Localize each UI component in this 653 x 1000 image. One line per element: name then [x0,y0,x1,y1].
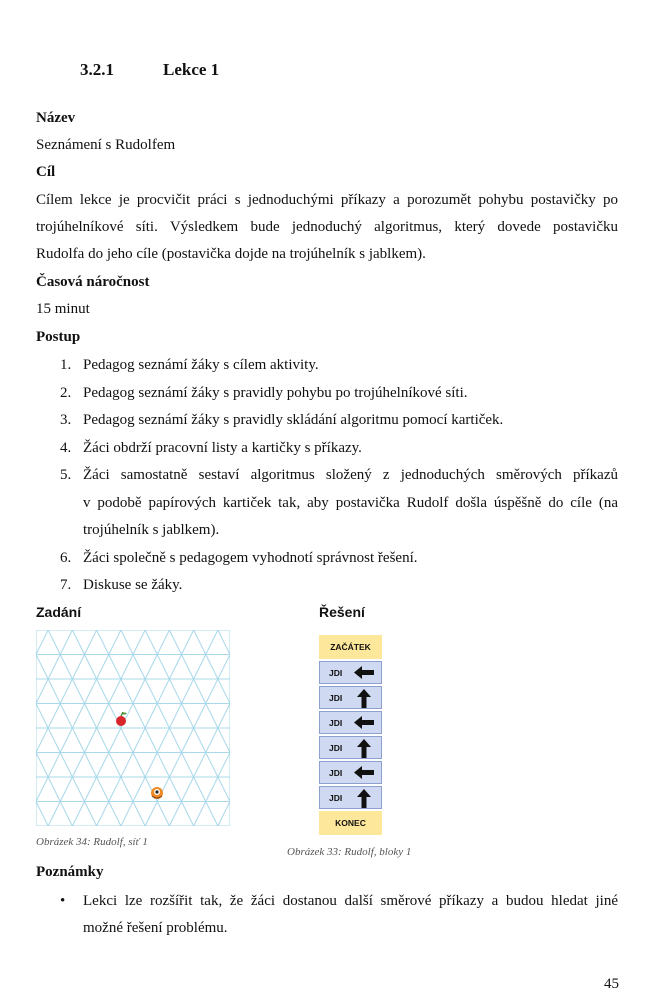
up-arrow-icon [353,739,375,758]
list-item [36,407,618,435]
step-number: 6. [60,549,72,566]
page-number: 45 [604,976,619,992]
start-block [319,635,382,659]
left-arrow-icon [353,714,375,731]
algorithm-blocks [319,635,382,835]
command-block [319,661,382,684]
note-text: Lekci lze rozšířit tak, že žáci dostanou další směrové příkazy a budou hledat jiné [83,893,618,909]
section-number: 3.2.1 [80,60,114,79]
step-number: 7. [60,577,72,593]
command-label: JDI [329,768,343,778]
goal-line: Cílem lekce je procvičit práci s jednoduchými příkazy a porozumět pohybu postavičky po [36,192,618,208]
notes-label: Poznámky [36,864,104,880]
step-text: Pedagog seznámí žáky s pravidly pohybu po trojúhelníkové síti. [83,384,468,401]
list-item [36,435,618,463]
section-title: Lekce 1 [163,60,220,79]
step-text: Pedagog seznámí žáky s cílem aktivity. [83,357,319,373]
step-number: 4. [60,439,72,456]
step-text: trojúhelník s jablkem). [83,522,220,538]
task-label: Zadání [36,604,82,620]
end-block [319,811,382,835]
goal-label: Cíl [36,164,56,180]
list-item [36,352,618,380]
triangle-grid [36,630,230,826]
step-text: Žáci samostatně sestaví algoritmus složený z jednoduchých směrových příkazů [83,467,618,483]
procedure-label: Postup [36,329,81,345]
notes-list [36,888,618,942]
command-label: JDI [329,793,343,803]
up-arrow-icon [353,789,375,808]
time-label: Časová náročnost [36,274,150,290]
list-item [36,462,618,545]
rudolf-icon [151,787,163,799]
up-arrow-icon [353,689,375,708]
procedure-steps [36,352,618,600]
goal-paragraph [36,187,618,268]
left-arrow-icon [353,764,375,781]
command-label: JDI [329,668,343,678]
command-label: JDI [329,693,343,703]
command-label: JDI [329,743,343,753]
command-block [319,761,382,784]
note-text: možné řešení problému. [83,920,228,936]
step-text: Žáci společně s pedagogem vyhodnotí správnost řešení. [83,549,418,566]
time-value: 15 minut [36,301,90,317]
command-block [319,786,382,809]
command-block [319,711,382,734]
list-item [36,380,618,408]
end-block-label: KONEC [335,818,366,828]
command-block [319,686,382,709]
bullet-icon: • [60,893,66,909]
list-item [36,545,618,573]
command-label: JDI [329,718,343,728]
step-text: v podobě papírových kartiček tak, aby postavička Rudolf došla úspěšně do cíle (na [83,494,618,511]
goal-line: trojúhelníkové síti. Výsledkem bude jednoduchý algoritmus, který dovede postavičku [36,219,618,235]
list-item [36,572,618,600]
left-arrow-icon [353,664,375,681]
step-number: 5. [60,467,72,483]
step-number: 1. [60,357,72,373]
name-label: Název [36,110,76,126]
command-block [319,736,382,759]
step-text: Žáci obdrží pracovní listy a kartičky s příkazy. [83,439,362,456]
apple-icon [116,712,127,726]
step-number: 3. [60,412,72,428]
name-value: Seznámení s Rudolfem [36,137,176,153]
grid-caption: Obrázek 34: Rudolf, síť 1 [36,836,148,848]
goal-line: Rudolfa do jeho cíle (postavička dojde na trojúhelník s jablkem). [36,246,426,262]
step-text: Pedagog seznámí žáky s pravidly skládání algoritmu pomocí kartiček. [83,412,504,428]
blocks-caption: Obrázek 33: Rudolf, bloky 1 [287,846,412,858]
list-item [36,888,618,942]
start-block-label: ZAČÁTEK [330,642,371,652]
solution-label: Řešení [319,604,365,620]
step-number: 2. [60,384,72,401]
step-text: Diskuse se žáky. [83,577,183,593]
